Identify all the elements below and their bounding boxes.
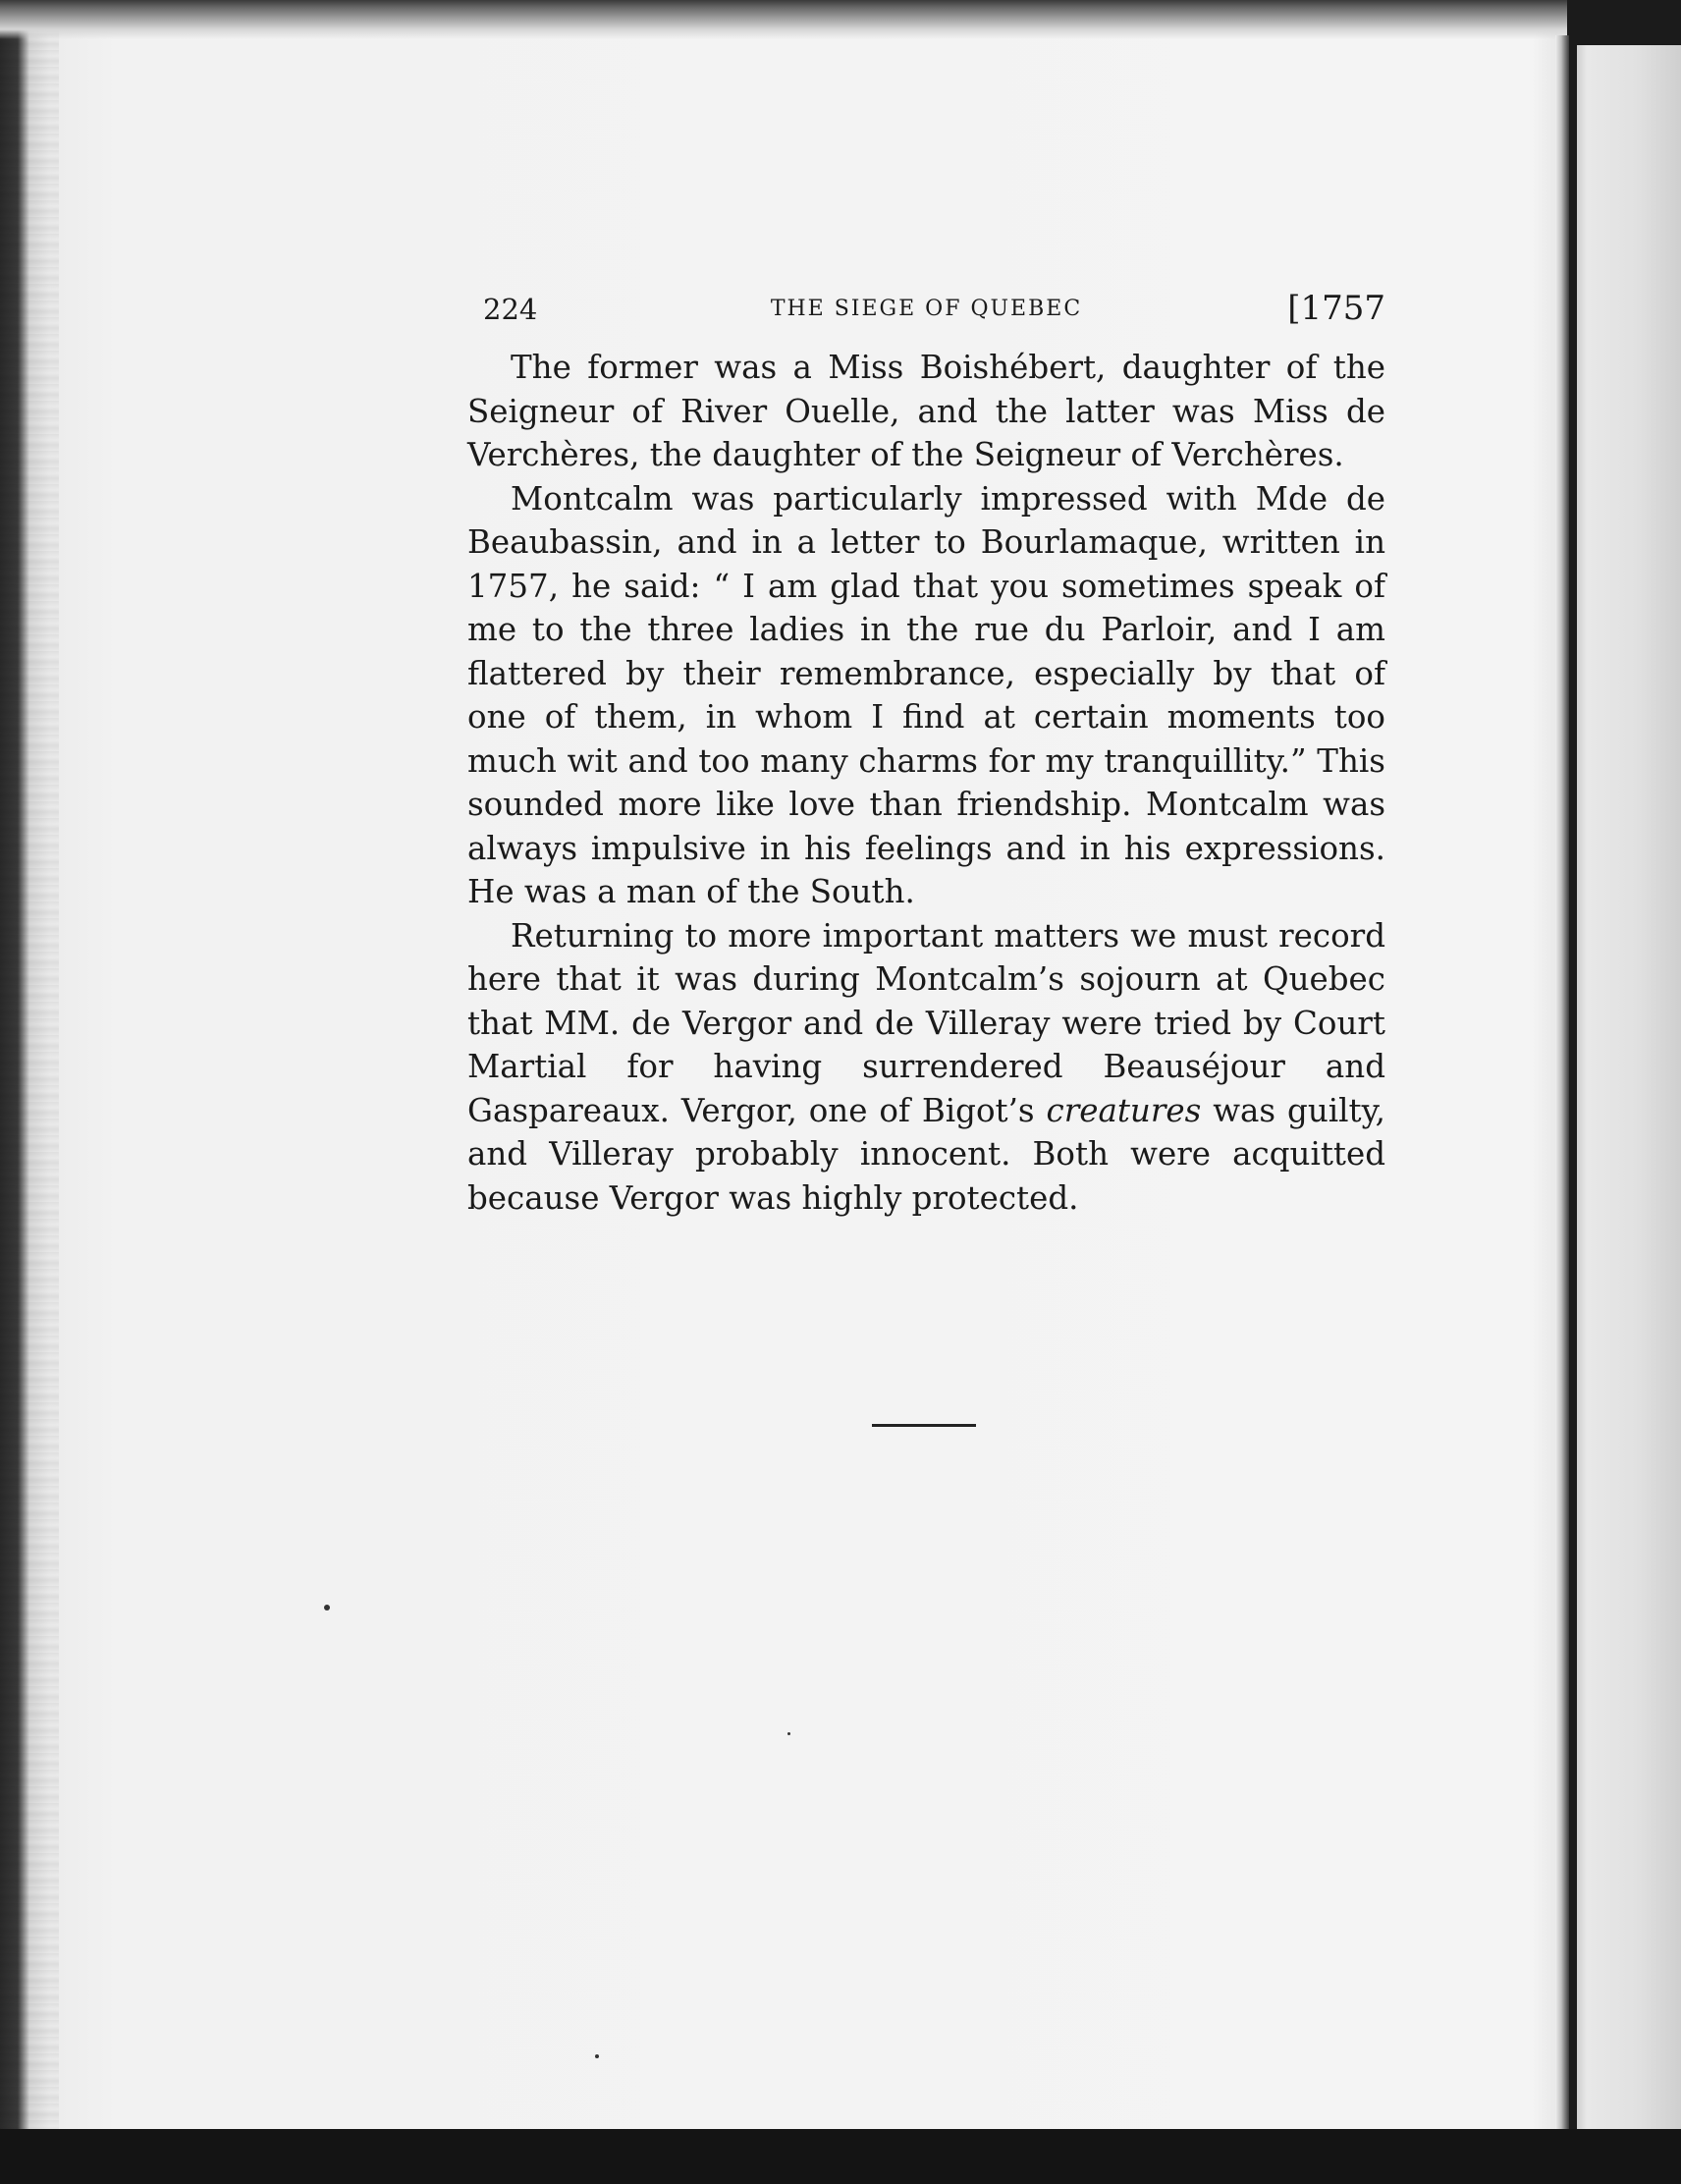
year-marker: [1757 [1287, 289, 1385, 328]
paragraph-3-text-a: Returning to more important matters we must record here that it was during Montcalm’s sojourn at Quebec that MM. de Vergor and de Villeray were tried by Court Martial for having surrendered Beauséjour and Gaspareaux. Vergor, one of Bigot’s [467, 916, 1385, 1129]
book-spine-edge [0, 0, 59, 2184]
paragraph-2: Montcalm was particularly impressed with Mde de Beaubassin, and in a letter to Bourlamaque, written in 1757, he said: “ I am glad that you sometimes speak of me to the three ladies in the rue du Parloir, and I am flattered by their remembrance, especially by that of one of them, in whom I find at certain moments too much wit and too many charms for my tranquillity.” This sounded more like love than friendship. Montcalm was always impulsive in his feelings and in his expressions. He was a man of the South. [467, 479, 1385, 910]
paragraph-3 [467, 914, 1385, 1221]
speck [595, 2054, 599, 2058]
section-end-rule [872, 1424, 976, 1427]
text-block [467, 285, 1385, 1220]
bottom-band [0, 2129, 1681, 2184]
top-shadow [0, 0, 1681, 39]
paragraph-3-text-b: was guilty, and Villeray probably innocent. Both were acquitted because Vergor was highly protected. [467, 1091, 1385, 1217]
running-head [467, 285, 1385, 336]
speck [787, 1732, 790, 1735]
speck [324, 1605, 330, 1611]
paragraph-3-italic: creatures [1046, 1091, 1202, 1129]
page-right-edge [1555, 35, 1569, 2137]
paragraph-1: The former was a Miss Boishébert, daughter of the Seigneur of River Ouelle, and the latter was Miss de Verchères, the daughter of the Seigneur of Verchères. [467, 349, 1385, 473]
page-number: 224 [483, 293, 538, 326]
running-title: THE SIEGE OF QUEBEC [770, 297, 1083, 321]
next-page-edge [1577, 45, 1681, 2129]
